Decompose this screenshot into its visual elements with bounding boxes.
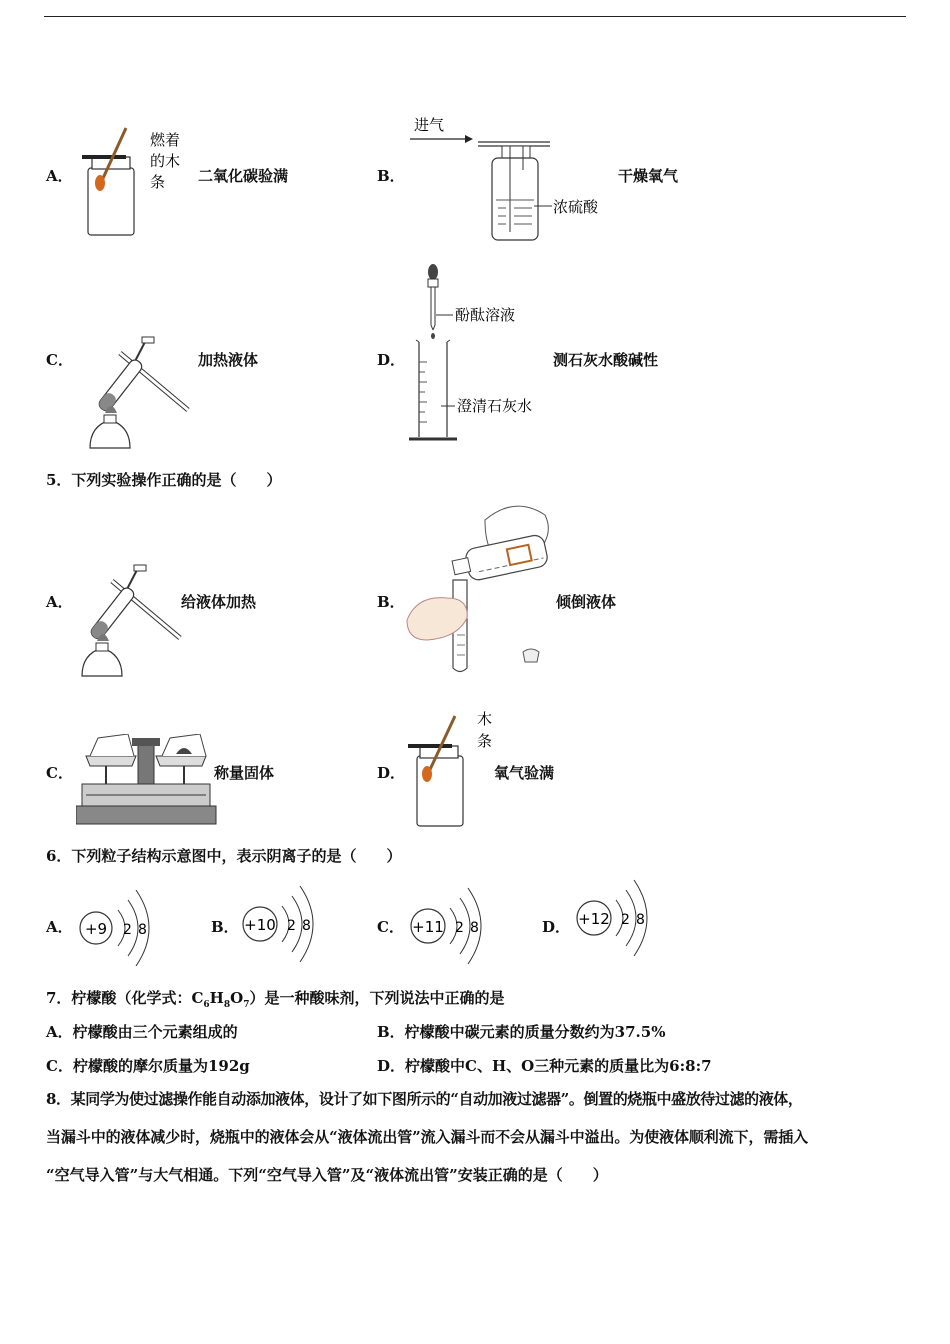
svg-text:条: 条 [150,173,166,191]
svg-text:8: 8 [470,920,479,936]
q4-option-c-letter: C． [46,351,73,369]
header-rule [44,16,906,17]
q6-option-c-letter: C． [377,918,404,936]
q8-stem [46,1080,908,1194]
svg-text:+12: +12 [578,910,610,928]
q5-option-b-letter: B． [377,593,405,611]
q4-option-d-letter: D． [377,351,406,369]
q4-option-a-letter: A． [46,167,73,185]
q8-line-2: 当漏斗中的液体减少时，烧瓶中的液体会从“液体流出管”流入漏斗而不会从漏斗中溢出。为使液体顺利流下，需插入 [46,1128,809,1146]
svg-text:+10: +10 [244,916,276,934]
gas-drying-bottle-figure [410,112,620,247]
q4-option-c-label: 加热液体 [198,351,259,369]
q4-option-b-label: 干燥氧气 [618,167,679,185]
q5-option-b-label: 倾倒液体 [556,593,617,611]
oxygen-full-test-figure [405,706,500,828]
q4-option-a-label: 二氧化碳验满 [198,167,289,185]
q5-option-c-label: 称量固体 [214,764,275,782]
q6-option-d-letter: D． [542,918,571,936]
co2-full-test-figure [80,125,195,240]
q5-stem: 5．下列实验操作正确的是（ ） [46,471,282,489]
atom-structure-b-figure [240,882,320,967]
q7-option-d: D．柠檬酸中C、H、O三种元素的质量比为6:8:7 [377,1057,712,1075]
svg-text:燃着: 燃着 [150,131,181,149]
svg-text:8: 8 [138,922,147,938]
atom-structure-d-figure [574,876,654,961]
q7-option-a: A．柠檬酸由三个元素组成的 [46,1023,238,1041]
svg-text:+9: +9 [84,920,108,938]
heat-liquid-figure [80,335,195,453]
q7-option-b: B．柠檬酸中碳元素的质量分数约为37.5% [377,1023,666,1041]
q6-stem: 6．下列粒子结构示意图中，表示阴离子的是（ ） [46,847,402,865]
q5-option-a-letter: A． [46,593,73,611]
q5-option-d-letter: D． [377,764,406,782]
svg-text:2: 2 [455,920,464,936]
q6-option-b-letter: B． [211,918,239,936]
q5-option-d-label: 氧气验满 [494,764,555,782]
pour-liquid-figure [405,500,555,678]
q5-option-c-letter: C． [46,764,73,782]
q4-option-d-label: 测石灰水酸碱性 [553,351,659,369]
atom-structure-a-figure [76,886,156,971]
balance-figure [76,734,221,829]
heat-liquid-figure-2 [72,563,187,681]
svg-text:2: 2 [287,918,296,934]
svg-text:澄清石灰水: 澄清石灰水 [457,397,533,415]
svg-text:2: 2 [621,912,630,928]
svg-text:8: 8 [302,918,311,934]
atom-structure-c-figure [408,884,488,969]
svg-text:条: 条 [477,732,493,750]
q7-stem: 7．柠檬酸（化学式：$C_6H_8O_7$）是一种酸味剂，下列说法中正确的是 [46,989,505,1010]
q7-option-c: C．柠檬酸的摩尔质量为192g [46,1057,250,1075]
q5-option-a-label: 给液体加热 [181,593,257,611]
svg-text:酚酞溶液: 酚酞溶液 [455,306,516,324]
q8-line-1: 8．某同学为使过滤操作能自动添加液体，设计了如下图所示的“自动加液过滤器”。倒置的烧瓶中盛放待过滤的液体， [46,1090,803,1108]
svg-text:2: 2 [123,922,132,938]
q4-option-b-letter: B． [377,167,405,185]
svg-text:+11: +11 [412,918,444,936]
svg-text:浓硫酸: 浓硫酸 [553,198,599,216]
q8-line-3: “空气导入管”与大气相通。下列“空气导入管”及“液体流出管”安装正确的是（ ） [46,1166,608,1184]
svg-text:木: 木 [477,710,493,728]
q6-option-a-letter: A． [46,918,73,936]
phenolphthalein-test-figure [405,262,565,447]
svg-text:的木: 的木 [150,152,181,170]
svg-text:进气: 进气 [414,116,445,134]
svg-text:8: 8 [636,912,645,928]
